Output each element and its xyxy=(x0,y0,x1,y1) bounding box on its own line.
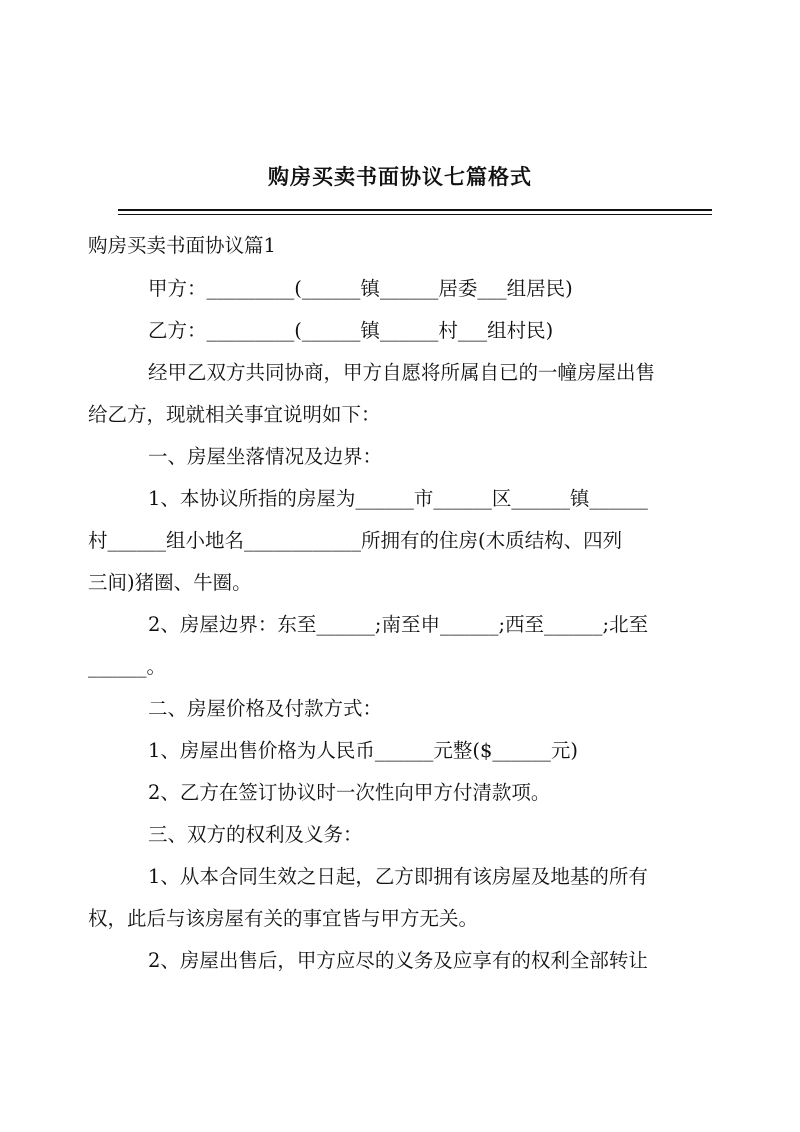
title-divider-top xyxy=(118,209,712,211)
party-a-line: 甲方：_________(______镇______居委___组居民) xyxy=(148,277,573,300)
paragraph-line: 权，此后与该房屋有关的事宜皆与甲方无关。 xyxy=(88,907,479,930)
title-divider-bottom xyxy=(118,214,712,215)
paragraph-line: 经甲乙双方共同协商，甲方自愿将所属自已的一幢房屋出售 xyxy=(148,361,656,384)
paragraph-line: 1、房屋出售价格为人民币______元整($______元) xyxy=(148,739,579,762)
paragraph-line: 村______组小地名____________所拥有的住房(木质结构、四列 xyxy=(88,529,623,552)
clause-heading: 三、双方的权利及义务： xyxy=(148,823,363,846)
paragraph-line: ______。 xyxy=(88,655,167,678)
paragraph-line: 2、房屋边界：东至______;南至申______;西至______;北至 xyxy=(148,613,649,636)
document-title: 购房买卖书面协议七篇格式 xyxy=(268,164,532,189)
paragraph-line: 1、本协议所指的房屋为______市______区______镇______ xyxy=(148,487,648,510)
paragraph-line: 2、房屋出售后，甲方应尽的义务及应享有的权利全部转让 xyxy=(148,949,648,972)
paragraph-line: 2、乙方在签订协议时一次性向甲方付清款项。 xyxy=(148,781,551,804)
party-b-line: 乙方：_________(______镇______村___组村民) xyxy=(148,319,554,342)
paragraph-line: 给乙方，现就相关事宜说明如下： xyxy=(88,403,381,426)
section-heading: 购房买卖书面协议篇1 xyxy=(88,234,276,257)
paragraph-line: 1、从本合同生效之日起，乙方即拥有该房屋及地基的所有 xyxy=(148,865,648,888)
clause-heading: 一、房屋坐落情况及边界： xyxy=(148,445,383,468)
paragraph-line: 三间)猪圈、牛圈。 xyxy=(88,571,252,594)
clause-heading: 二、房屋价格及付款方式： xyxy=(148,697,383,720)
